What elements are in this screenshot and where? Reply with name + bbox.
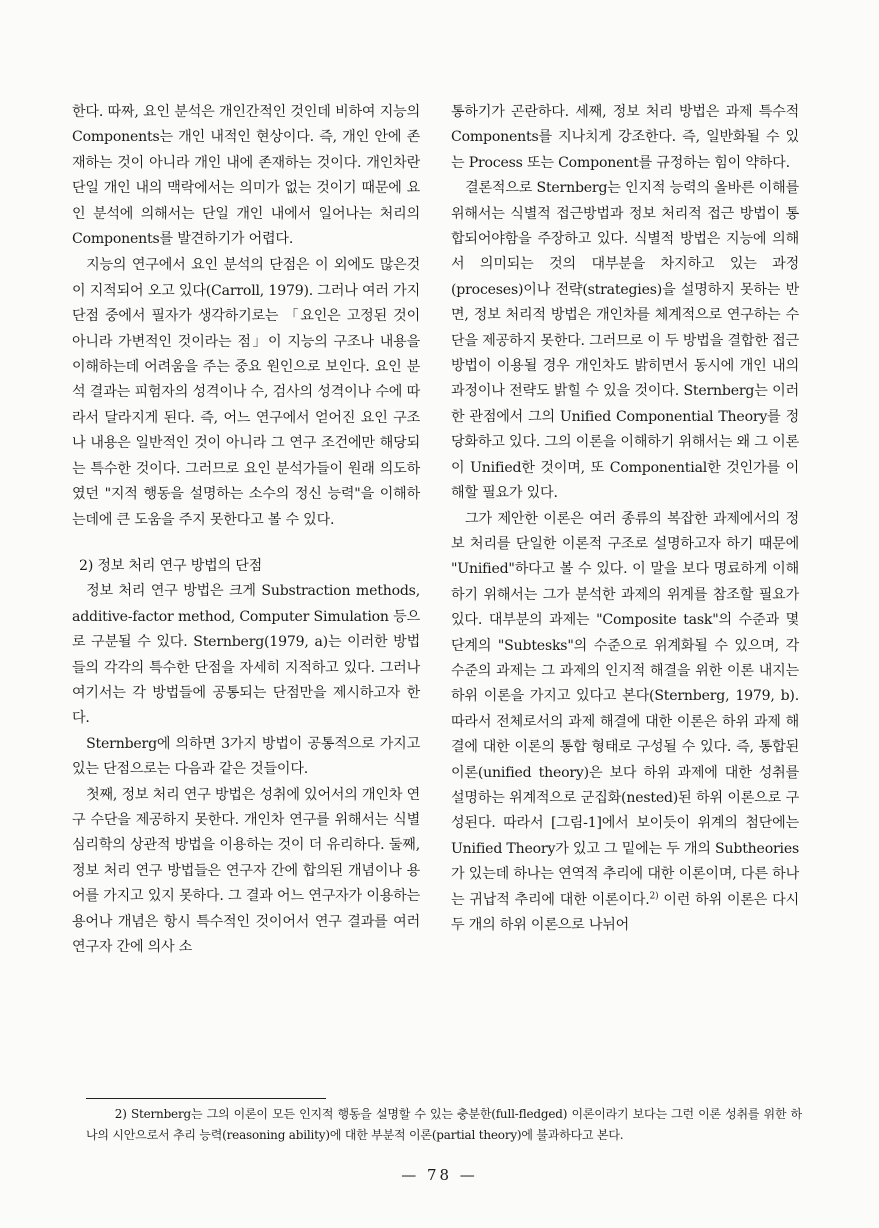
right-column [451,100,799,938]
paragraph [451,507,799,939]
paragraph: 결론적으로 Sternberg는 인지적 능력의 올바른 이해를 위해서는 식별적 접근방법과 정보 처리적 접근 방법이 통합되어야함을 주장하고 있다. 식별적 방법은 지능에 의해서 의미되는 것의 대부분을 차지하고 있는 과정(proceses)이나 전략(strategies)을 설명하지 못하는 반면, 정보 처리적 방법은 개인차를 체계적으로 연구하는 수단을 제공하지 못한다. 그러므로 이 두 방법을 결합한 접근 방법이 이용될 경우 개인차도 밝히면서 동시에 개인 내의 과정이나 전략도 밝힐 수 있을 것이다. Sternberg는 이러한 관점에서 그의 Unified Componential Theory를 정당화하고 있다. 그의 이론을 이해하기 위해서는 왜 그 이론이 Unified한 것이며, 또 Componential한 것인가를 이해할 필요가 있다. [451,180,799,502]
paragraph: Sternberg에 의하면 3가지 방법이 공통적으로 가지고 있는 단점으로는 다음과 같은 것들이다. [72,735,420,778]
section-heading: 2) 정보 처리 연구 방법의 단점 [79,557,263,574]
paragraph-text: 그가 제안한 이론은 여러 종류의 복잡한 과제에서의 정보 처리를 단일한 이론적 구조로 설명하고자 하기 때문에 "Unified"하다고 볼 수 있다. 이 말을 보다 명료하게 이해하기 위해서는 그가 분석한 과제의 위계를 참조할 필요가 있다. 대부분의 과제는 "Composite task"의 수준과 몇 단계의 "Subtesks"의 수준으로 위계화될 수 있으며, 각 수준의 과제는 그 과제의 인지적 해결을 위한 이론 내지는 하위 이론을 가지고 있다고 본다(Sternberg, 1979, b). 따라서 전체로서의 과제 해결에 대한 이론은 하위 과제 해결에 대한 이론의 통합 형태로 구성될 수 있다. 즉, 통합된 이론(unified theory)은 보다 하위 과제에 대한 성취를 설명하는 위계적으로 군집화(nested)된 하위 이론으로 구성된다. 따라서 [그림-1]에서 보이듯이 위계의 첨단에는 Unified Theory가 있고 그 밑에는 두 개의 Subtheories가 있는데 하나는 연역적 추리에 대한 이론이며, 다른 하나는 귀납적 추리에 대한 이론이다. [451,510,799,908]
footnote-reference: 2) [649,890,659,901]
page-number: — 78 — [401,1166,478,1184]
paragraph: 통하기가 곤란하다. 세째, 정보 처리 방법은 과제 특수적 Components를 지나치게 강조한다. 즉, 일반화될 수 있는 Process 또는 Component를 규정하는 힘이 약하다. [451,104,799,171]
paragraph: 지능의 연구에서 요인 분석의 단점은 이 외에도 많은것이 지적되어 오고 있다(Carroll, 1979). 그러나 여러 가지 단점 중에서 필자가 생각하기로는 「요인은 고정된 것이 아니라 가변적인 것이라는 점」이 지능의 구조나 내용을 이해하는데 어려움을 주는 중요 원인으로 보인다. 요인 분석 결과는 피험자의 성격이나 수, 검사의 성격이나 수에 따라서 달라지게 된다. 즉, 어느 연구에서 얻어진 요인 구조나 내용은 일반적인 것이 아니라 그 연구 조건에만 해당되는 특수한 것이다. 그러므로 요인 분석가들이 원래 의도하였던 "지적 행동을 설명하는 소수의 정신 능력"을 이해하는데에 큰 도움을 주지 못한다고 볼 수 있다. [72,257,420,528]
footnote-marker: 2) [114,1107,127,1121]
paragraph: 한다. 따짜, 요인 분석은 개인간적인 것인데 비하여 지능의 Components는 개인 내적인 현상이다. 즉, 개인 안에 존재하는 것이 아니라 개인 내에 존재하는 것이다. 개인차란 단일 개인 내의 맥락에서는 의미가 없는 것이기 때문에 요인 분석에 의해서는 단일 개인 내에서 일어나는 처리의 Components를 발견하기가 어렵다. [72,104,420,248]
footnote-text: Sternberg는 그의 이론이 모든 인지적 행동을 설명할 수 있는 충분한(full-fledged) 이론이라기 보다는 그런 이론 성취를 위한 하나의 시안으로서 추리 능력(reasoning ability)에 대한 부분적 이론(partial theory)에 불과하다고 본다. [86,1107,802,1142]
left-column [72,100,420,960]
paragraph-text: 이런 하위 이론은 다시 두 개의 하위 이론으로 나뉘어 [451,891,799,933]
footnote [86,1104,802,1146]
footnote-divider [86,1098,326,1099]
paragraph: 정보 처리 연구 방법은 크게 Substraction methods, additive-factor method, Computer Simulation 등으로 구분될 수 있다. Sternberg(1979, a)는 이러한 방법들의 각각의 특수한 단점을 자세히 지적하고 있다. 그러나 여기서는 각 방법들에 공통되는 단점만을 제시하고자 한다. [72,583,420,727]
paragraph: 첫째, 정보 처리 연구 방법은 성취에 있어서의 개인차 연구 수단을 제공하지 못한다. 개인차 연구를 위해서는 식별심리학의 상관적 방법을 이용하는 것이 더 유리하다. 둘째, 정보 처리 연구 방법들은 연구자 간에 합의된 개념이나 용어를 가지고 있지 못하다. 그 결과 어느 연구자가 이용하는 용어나 개념은 항시 특수적인 것이어서 연구 결과를 여러 연구자 간에 의사 소 [72,786,420,955]
